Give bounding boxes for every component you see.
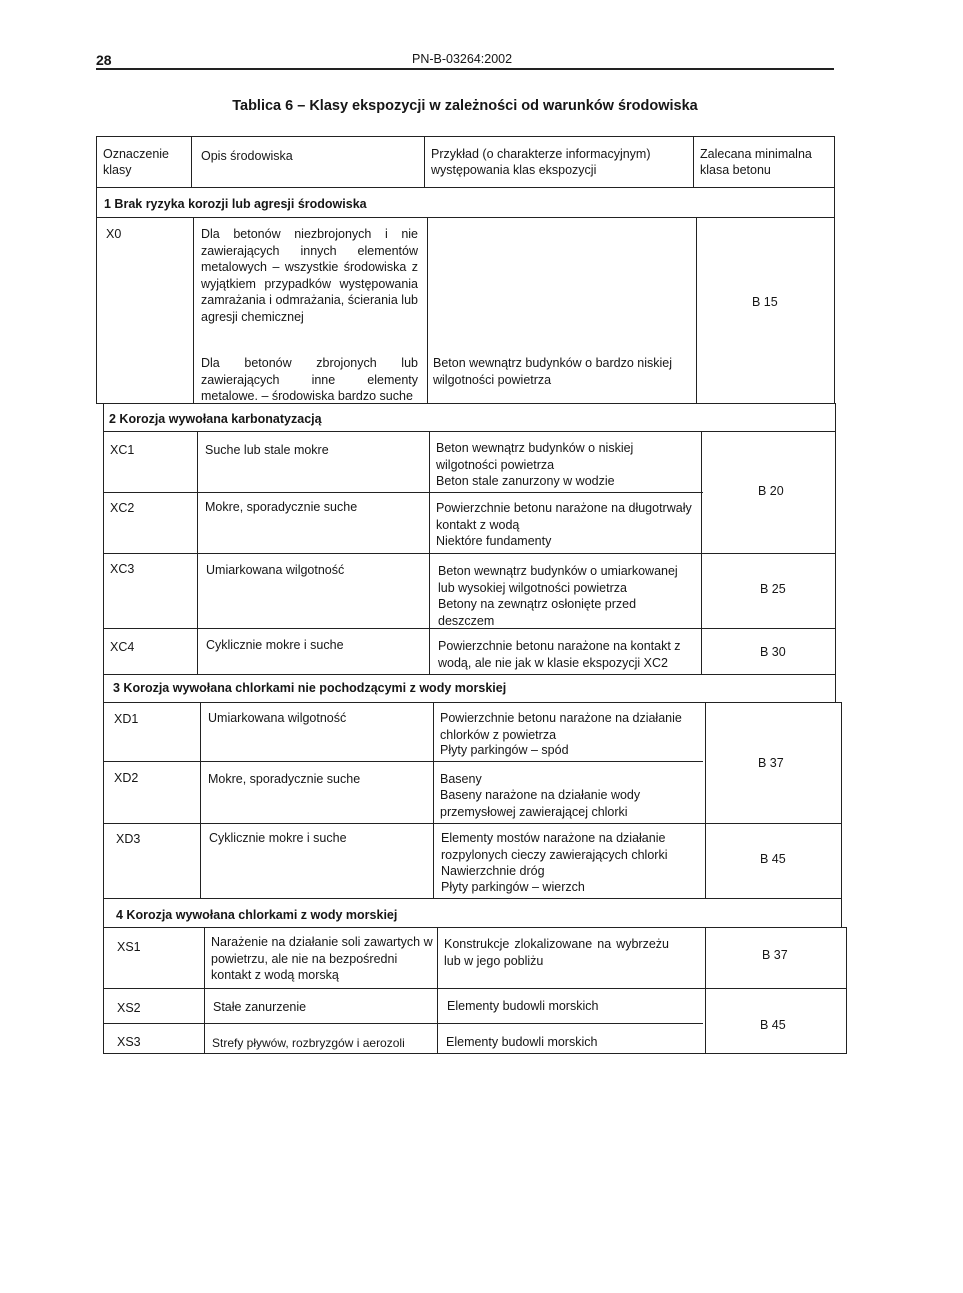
exposure-example: Beton wewnątrz budynków o bardzo niskiej wilgotności powietrza (433, 356, 673, 387)
environment-description: Umiarkowana wilgotność (208, 711, 347, 725)
min-concrete-class: B 37 (758, 756, 784, 770)
environment-description: Dla betonów zbrojonych lub zawierających inne elementy metalowe. – środowiska bardzo suche (201, 356, 418, 403)
environment-description: Cyklicznie mokre i suche (209, 831, 347, 845)
class-code: XS2 (117, 1001, 141, 1015)
column-header-min-class: Zalecana minimalna klasa betonu (700, 147, 812, 177)
exposure-example: Płyty parkingów – wierzch (441, 880, 585, 894)
exposure-example: Baseny narażone na działanie wody przemysłowej zawierającej chlorki (440, 788, 641, 819)
exposure-example: Nawierzchnie dróg (441, 864, 545, 878)
class-code: XC3 (110, 562, 135, 576)
exposure-example: Powierzchnie betonu narażone na długotrwały kontakt z wodą (436, 501, 692, 532)
exposure-example: Elementy budowli morskich (446, 1035, 598, 1049)
section-title: 3 Korozja wywołana chlorkami nie pochodzącymi z wody morskiej (113, 681, 507, 695)
environment-description: Mokre, sporadycznie suche (205, 500, 358, 514)
exposure-example: Elementy mostów narażone na działanie rozpylonych cieczy zawierających chlorki (441, 831, 668, 862)
min-concrete-class: B 30 (760, 645, 786, 659)
min-concrete-class: B 25 (760, 582, 786, 596)
exposure-example: Beton wewnątrz budynków o niskiej wilgotności powietrza (436, 441, 634, 472)
column-header-example: Przykład (o charakterze informacyjnym) występowania klas ekspozycji (431, 147, 651, 177)
section-title: 4 Korozja wywołana chlorkami z wody morskiej (116, 908, 398, 922)
min-concrete-class: B 20 (758, 484, 784, 498)
page-number: 28 (96, 52, 112, 68)
exposure-example: Niektóre fundamenty (436, 534, 552, 548)
exposure-example: Elementy budowli morskich (447, 999, 599, 1013)
exposure-example: Betony na zewnątrz osłonięte przed deszczem (438, 597, 637, 628)
class-code: XC4 (110, 640, 135, 654)
min-concrete-class: B 15 (752, 295, 778, 309)
section-title: 2 Korozja wywołana karbonatyzacją (109, 412, 322, 426)
class-code: XD2 (114, 771, 139, 785)
exposure-example: Beton wewnątrz budynków o umiarkowanej lub wysokiej wilgotności powietrza (438, 564, 678, 595)
class-code: XD3 (116, 832, 141, 846)
class-code: XS3 (117, 1035, 141, 1049)
environment-description: Cyklicznie mokre i suche (206, 638, 344, 652)
class-code: XC2 (110, 501, 135, 515)
section-title: 1 Brak ryzyka korozji lub agresji środowiska (104, 197, 367, 211)
exposure-example: Płyty parkingów – spód (440, 743, 569, 757)
table-title: Tablica 6 – Klasy ekspozycji w zależności od warunków środowiska (232, 98, 698, 114)
class-code: XD1 (114, 712, 139, 726)
column-header-description: Opis środowiska (201, 149, 293, 163)
standard-id: PN-B-03264:2002 (412, 52, 513, 66)
class-code: XS1 (117, 940, 141, 954)
environment-description: Narażenie na działanie soli zawartych w powietrzu, ale nie na bezpośredni kontakt z wodą morską (211, 935, 433, 982)
environment-description: Dla betonów niezbrojonych i nie zawierających innych elementów metalowych – wszystkie środowiska z wyjątkiem przypadków występowania zamrażania i odmrażania, ścierania lub agresji chemicznej (201, 227, 418, 324)
environment-description: Mokre, sporadycznie suche (208, 772, 361, 786)
exposure-example: Powierzchnie betonu narażone na działanie chlorków z powietrza (440, 711, 682, 742)
environment-description: Stałe zanurzenie (213, 1000, 307, 1014)
min-concrete-class: B 45 (760, 1018, 786, 1032)
column-header-designation: Oznaczenie klasy (103, 147, 170, 177)
min-concrete-class: B 37 (762, 948, 788, 962)
exposure-example: Powierzchnie betonu narażone na kontakt z wodą, ale nie jak w klasie ekspozycji XC2 (438, 639, 681, 670)
class-code: XC1 (110, 443, 135, 457)
environment-description: Suche lub stale mokre (205, 443, 329, 457)
exposure-example: Baseny (440, 772, 482, 786)
exposure-example: Beton stale zanurzony w wodzie (436, 474, 615, 488)
exposure-example: Konstrukcje zlokalizowane na wybrzeżu lub w jego pobliżu (444, 937, 669, 968)
min-concrete-class: B 45 (760, 852, 786, 866)
environment-description: Strefy pływów, rozbryzgów i aerozoli (212, 1036, 405, 1050)
class-code: X0 (106, 227, 122, 241)
environment-description: Umiarkowana wilgotność (206, 563, 345, 577)
